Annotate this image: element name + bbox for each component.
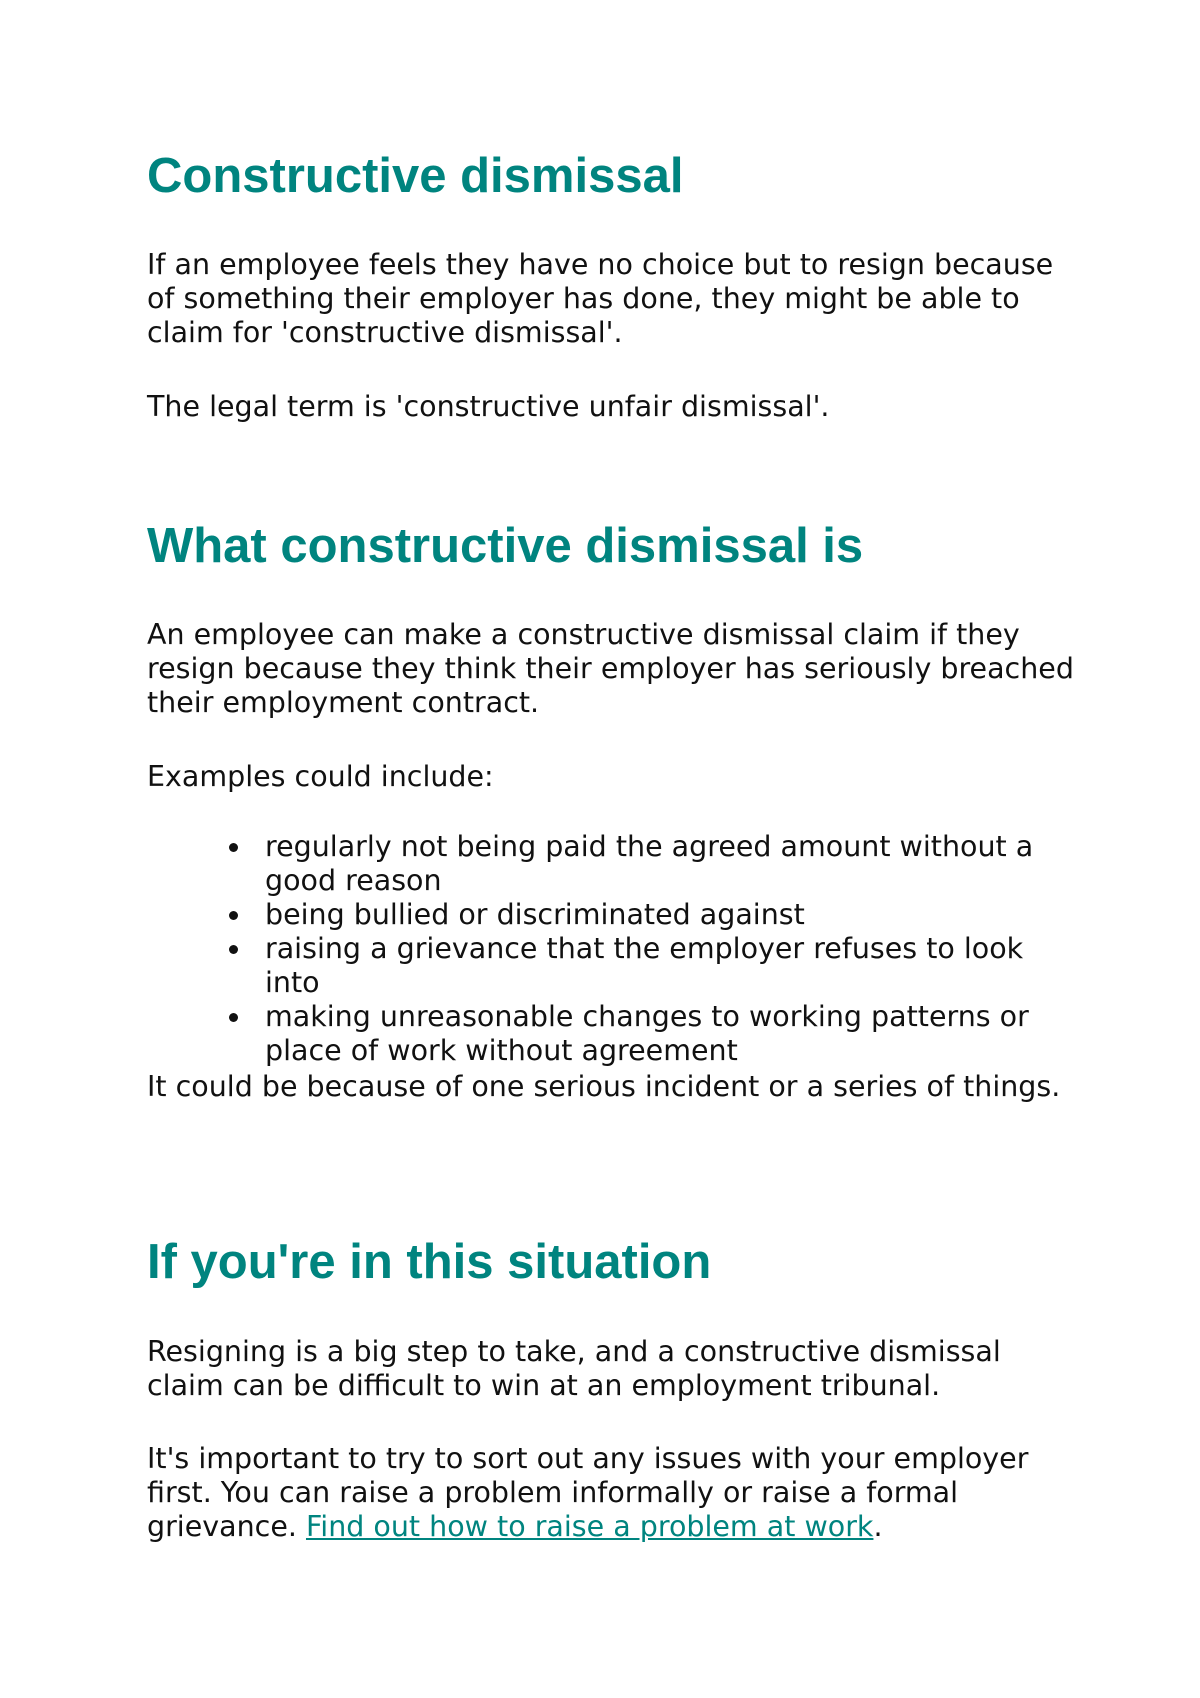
heading-situation: If you're in this situation — [147, 1235, 712, 1289]
heading-what-it-is: What constructive dismissal is — [147, 519, 864, 573]
incident-paragraph: It could be because of one serious incident or a series of things. — [147, 1070, 1061, 1103]
list-item — [147, 830, 1065, 898]
list-item — [147, 932, 1065, 1000]
claim-paragraph: An employee can make a constructive dismissal claim if they resign because they think their employer has seriously breached their employment contract. — [147, 618, 1074, 719]
sort-out-period: . — [873, 1510, 883, 1543]
list-item — [147, 898, 1065, 932]
intro-paragraph: If an employee feels they have no choice but to resign because of something their employer has done, they might be able to claim for 'constructive dismissal'. — [147, 248, 1054, 349]
list-item-text: raising a grievance that the employer refuses to look into — [265, 932, 1024, 999]
bullet-icon — [229, 1013, 238, 1022]
examples-intro: Examples could include: — [147, 760, 494, 793]
sort-out-text: It's important to try to sort out any issues with your employer first. You can raise a problem informally or raise a formal grievance. — [147, 1442, 1029, 1543]
bullet-icon — [229, 911, 238, 920]
heading-constructive-dismissal: Constructive dismissal — [147, 149, 684, 203]
list-item-text: being bullied or discriminated against — [265, 898, 805, 931]
bullet-icon — [229, 843, 238, 852]
list-item — [147, 1000, 1065, 1068]
examples-list — [147, 830, 1077, 1068]
legal-term-paragraph: The legal term is 'constructive unfair dismissal'. — [147, 390, 830, 423]
list-item-text: making unreasonable changes to working patterns or place of work without agreement — [265, 1000, 1029, 1067]
sort-out-paragraph — [147, 1442, 1077, 1544]
raise-problem-link[interactable]: Find out how to raise a problem at work — [305, 1510, 874, 1543]
resigning-paragraph: Resigning is a big step to take, and a constructive dismissal claim can be difficult to win at an employment tribunal. — [147, 1335, 1001, 1402]
bullet-icon — [229, 945, 238, 954]
list-item-text: regularly not being paid the agreed amount without a good reason — [265, 830, 1034, 897]
